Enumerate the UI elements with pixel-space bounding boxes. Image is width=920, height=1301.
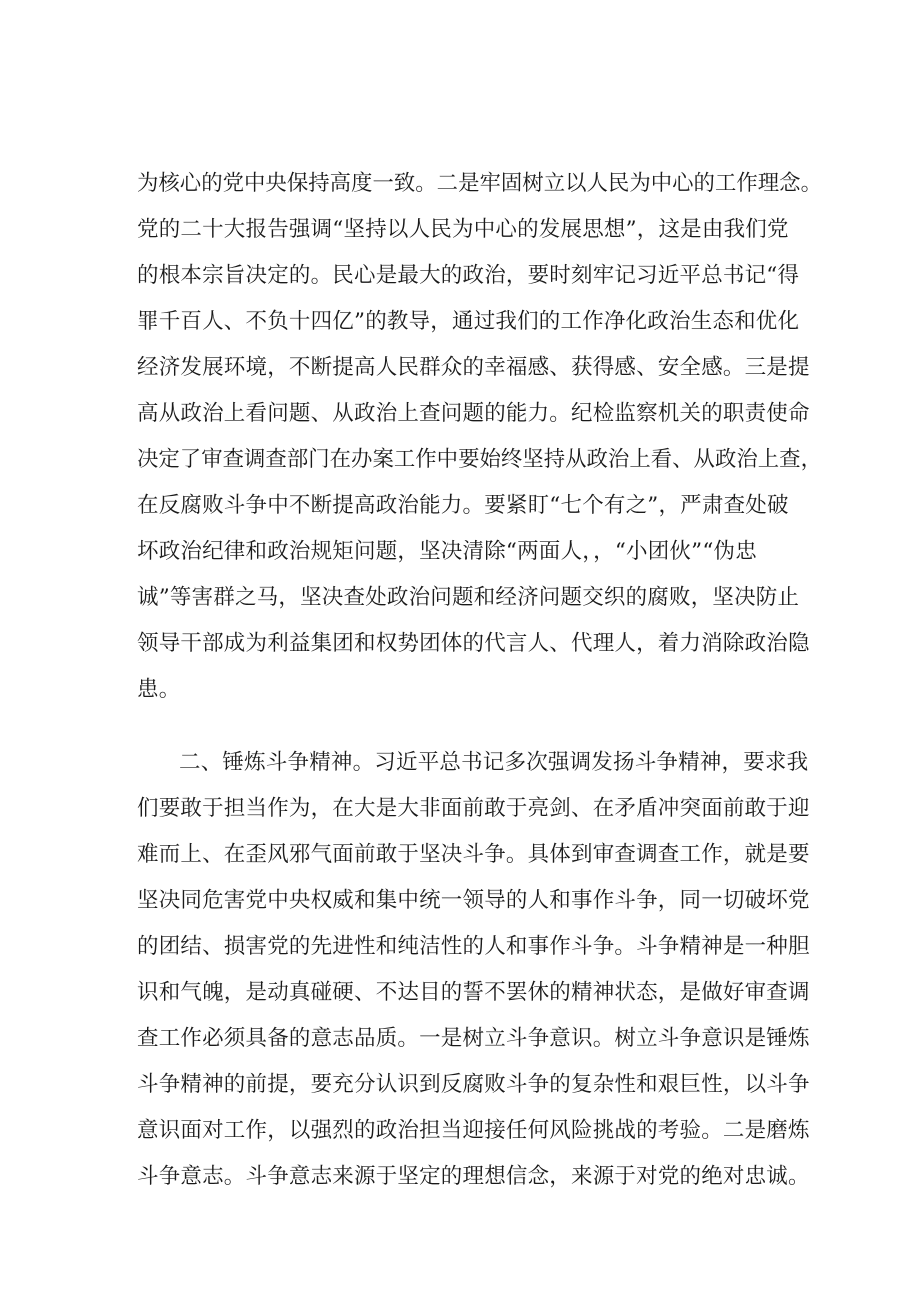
paragraph-line: 难而上、在歪风邪气面前敢于坚决斗争。具体到审查调查工作，就是要 [137,842,810,867]
paragraph-line: 二、锤炼斗争精神。习近平总书记多次强调发扬斗争精神，要求我 [179,750,809,775]
paragraph-line: 高从政治上看问题、从政治上查问题的能力。纪检监察机关的职责使命 [137,401,810,426]
paragraph-line: 领导干部成为利益集团和权势团体的代言人、代理人，着力消除政治隐 [137,631,810,656]
paragraph-line: 们要敢于担当作为，在大是大非面前敢于亮剑、在矛盾冲突面前敢于迎 [137,796,810,821]
paragraph-line: 罪千百人、不负十四亿”的教导，通过我们的工作净化政治生态和优化 [137,309,800,334]
paragraph-line: 斗争意志。斗争意志来源于坚定的理想信念，来源于对党的绝对忠诚。 [137,1164,810,1189]
paragraph-line: 在反腐败斗争中不断提高政治能力。要紧盯“七个有之”，严肃查处破 [137,493,789,518]
paragraph-line: 决定了审查调查部门在办案工作中要始终坚持从政治上看、从政治上查， [137,447,822,472]
paragraph-line: 识和气魄，是动真碰硬、不达目的誓不罢休的精神状态，是做好审查调 [137,980,810,1005]
paragraph-line: 诚”等害群之马，坚决查处政治问题和经济问题交织的腐败，坚决防止 [137,585,800,610]
paragraph-line: 党的二十大报告强调“坚持以人民为中心的发展思想”，这是由我们党 [137,217,789,242]
paragraph-line: 斗争精神的前提，要充分认识到反腐败斗争的复杂性和艰巨性，以斗争 [137,1072,810,1097]
paragraph-line: 的根本宗旨决定的。民心是最大的政治，要时刻牢记习近平总书记“得 [137,263,800,288]
paragraph-line: 患。 [137,677,181,702]
paragraph-line: 的团结、损害党的先进性和纯洁性的人和事作斗争。斗争精神是一种胆 [137,934,810,959]
paragraph-line: 经济发展环境，不断提高人民群众的幸福感、获得感、安全感。三是提 [137,355,810,380]
paragraph-line: 意识面对工作，以强烈的政治担当迎接任何风险挑战的考验。二是磨炼 [137,1118,810,1143]
paragraph-line: 查工作必须具备的意志品质。一是树立斗争意识。树立斗争意识是锤炼 [137,1026,810,1051]
paragraph-line: 坚决同危害党中央权威和集中统一领导的人和事作斗争，同一切破坏党 [137,888,810,913]
paragraph-line: 坏政治纪律和政治规矩问题，坚决清除“两面人，，“小团伙”“伪忠 [137,539,757,564]
paragraph-line: 为核心的党中央保持高度一致。二是牢固树立以人民为中心的工作理念。 [137,171,822,196]
